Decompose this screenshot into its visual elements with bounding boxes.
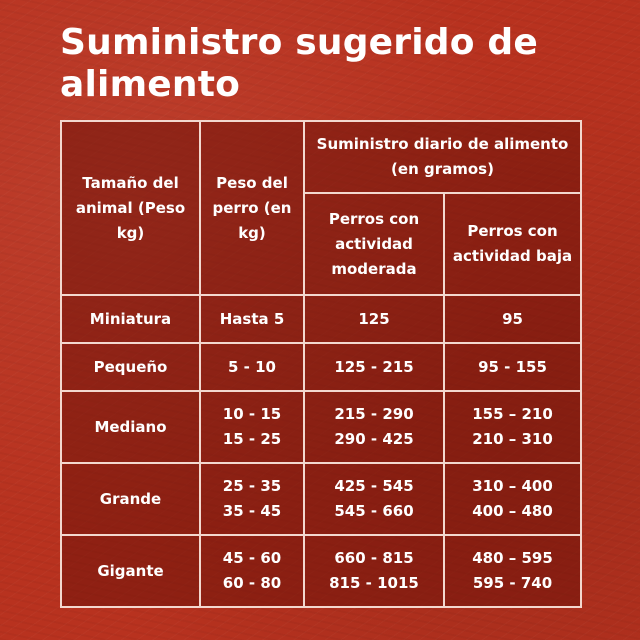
header-size: Tamaño del animal (Peso kg): [61, 121, 200, 295]
weight-value: 45 - 60: [222, 549, 282, 567]
moderate-value: 815 - 1015: [329, 574, 419, 592]
feeding-table: [60, 120, 582, 608]
header-daily: Suministro diario de alimento (en gramos): [304, 121, 581, 193]
table-row: [61, 295, 581, 343]
header-weight: Peso del perro (en kg): [200, 121, 304, 295]
weight-value: 25 - 35: [222, 477, 282, 495]
table-row: [61, 463, 581, 535]
size-cell: Miniatura: [61, 295, 200, 343]
moderate-cell: [304, 391, 444, 463]
moderate-value: 660 - 815: [334, 549, 414, 567]
low-value: 400 – 480: [472, 502, 553, 520]
weight-value: Hasta 5: [219, 309, 285, 328]
weight-value: 35 - 45: [222, 502, 282, 520]
moderate-cell: [304, 463, 444, 535]
low-value: 595 - 740: [472, 574, 553, 592]
low-cell: [444, 343, 581, 391]
moderate-value: 125: [358, 309, 390, 328]
header-moderate: Perros con actividad moderada: [304, 193, 444, 295]
moderate-value: 125 - 215: [334, 357, 414, 376]
table-row: [61, 391, 581, 463]
weight-cell: [200, 343, 304, 391]
weight-value: 60 - 80: [222, 574, 282, 592]
header-low: Perros con actividad baja: [444, 193, 581, 295]
low-value: 310 – 400: [472, 477, 553, 495]
weight-value: 15 - 25: [222, 430, 282, 448]
low-cell: [444, 391, 581, 463]
low-cell: [444, 463, 581, 535]
weight-value: 10 - 15: [222, 405, 282, 423]
low-value: 155 – 210: [472, 405, 553, 423]
table-row: [61, 343, 581, 391]
moderate-cell: [304, 535, 444, 607]
moderate-cell: [304, 343, 444, 391]
low-cell: [444, 535, 581, 607]
page-title: Suministro sugerido de alimento: [60, 22, 538, 105]
moderate-value: 425 - 545: [334, 477, 414, 495]
weight-cell: [200, 391, 304, 463]
low-value: 95 - 155: [478, 357, 547, 376]
size-cell: Pequeño: [61, 343, 200, 391]
size-cell: Grande: [61, 463, 200, 535]
header-row: [61, 121, 581, 193]
table-row: [61, 535, 581, 607]
weight-value: 5 - 10: [228, 357, 276, 376]
weight-cell: [200, 535, 304, 607]
weight-cell: [200, 295, 304, 343]
weight-cell: [200, 463, 304, 535]
size-cell: Mediano: [61, 391, 200, 463]
size-cell: Gigante: [61, 535, 200, 607]
moderate-value: 290 - 425: [334, 430, 414, 448]
low-value: 480 – 595: [472, 549, 553, 567]
moderate-value: 545 - 660: [334, 502, 414, 520]
low-value: 210 – 310: [472, 430, 553, 448]
low-value: 95: [502, 309, 523, 328]
moderate-cell: [304, 295, 444, 343]
moderate-value: 215 - 290: [334, 405, 414, 423]
low-cell: [444, 295, 581, 343]
